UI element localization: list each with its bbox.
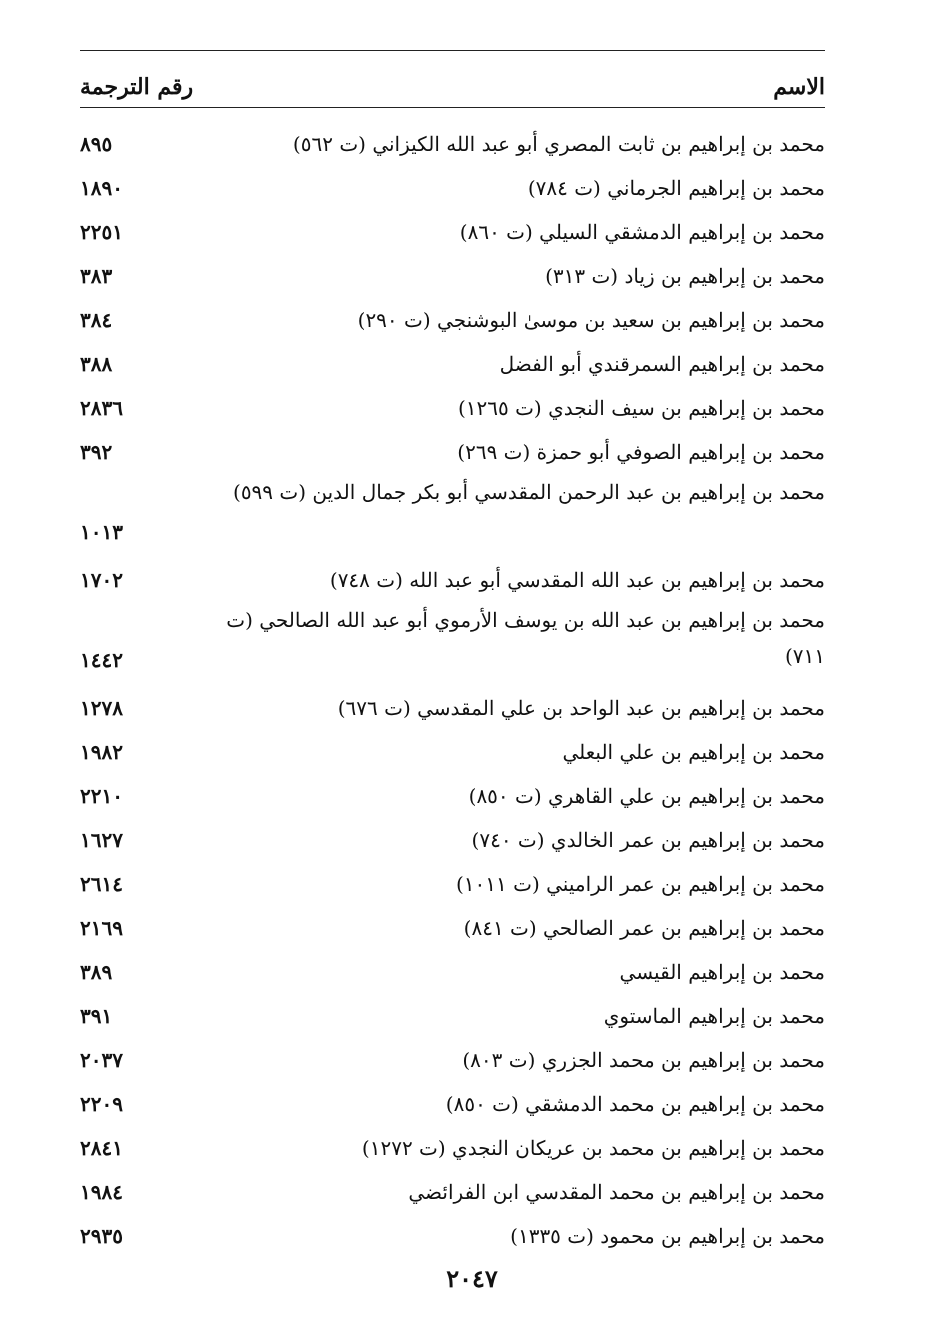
list-item: [80, 474, 825, 558]
entry-number: ٢٨٤١: [80, 1136, 123, 1160]
list-item: [80, 1214, 825, 1258]
entry-number: ١٦٢٧: [80, 828, 123, 852]
name-column-header: الاسم: [773, 74, 825, 100]
entry-number: ٣٨٩: [80, 960, 113, 984]
entry-name: محمد بن إبراهيم بن علي القاهري (ت ٨٥٠): [468, 784, 825, 808]
entries-list: [80, 122, 825, 1258]
list-item: [80, 430, 825, 474]
list-item: [80, 342, 825, 386]
number-column-header: رقم الترجمة: [80, 74, 194, 100]
entry-number: ١٧٠٢: [80, 568, 123, 592]
entry-number: ٣٩١: [80, 1004, 113, 1028]
entry-number: ٢٨٣٦: [80, 396, 123, 420]
entry-number: ٢٦١٤: [80, 872, 123, 896]
list-item: [80, 730, 825, 774]
list-item: [80, 298, 825, 342]
table-header: [80, 70, 825, 104]
entry-number: ٢٩٣٥: [80, 1224, 123, 1248]
entry-number: ١٩٨٤: [80, 1180, 123, 1204]
list-item: [80, 950, 825, 994]
entry-name: محمد بن إبراهيم بن ثابت المصري أبو عبد الله الكيزاني (ت ٥٦٢): [292, 132, 825, 156]
entry-name: محمد بن إبراهيم بن زياد (ت ٣١٣): [545, 264, 825, 288]
list-item: [80, 818, 825, 862]
entry-name: محمد بن إبراهيم بن عمر الخالدي (ت ٧٤٠): [471, 828, 825, 852]
list-item: [80, 166, 825, 210]
entry-number: ١٨٩٠: [80, 176, 123, 200]
entry-name: محمد بن إبراهيم بن محمد بن عريكان النجدي (ت ١٢٧٢): [361, 1136, 825, 1160]
list-item: [80, 1082, 825, 1126]
entry-name: محمد بن إبراهيم الماستوي: [603, 1004, 825, 1028]
entry-number: ١٢٧٨: [80, 696, 123, 720]
list-item: [80, 1038, 825, 1082]
entry-name: محمد بن إبراهيم بن سعيد بن موسىٰ البوشنجي (ت ٢٩٠): [357, 308, 825, 332]
entry-number: ٣٨٤: [80, 308, 113, 332]
entry-name: محمد بن إبراهيم بن محمود (ت ١٣٣٥): [510, 1224, 825, 1248]
list-item: [80, 1170, 825, 1214]
entry-name: محمد بن إبراهيم بن علي البعلي: [562, 740, 825, 764]
entry-number: ٢٢٥١: [80, 220, 123, 244]
entry-number: ٣٨٣: [80, 264, 113, 288]
list-item: [80, 862, 825, 906]
entry-number: ١٤٤٢: [80, 648, 123, 672]
list-item: [80, 906, 825, 950]
list-item: [80, 210, 825, 254]
top-rule: [80, 50, 825, 51]
entry-number: ٢١٦٩: [80, 916, 123, 940]
list-item: [80, 122, 825, 166]
page-number: ٢٠٤٧: [446, 1264, 498, 1293]
entry-name: محمد بن إبراهيم بن عمر الصالحي (ت ٨٤١): [463, 916, 825, 940]
entry-name: محمد بن إبراهيم بن محمد الجزري (ت ٨٠٣): [462, 1048, 825, 1072]
entry-number: ٣٨٨: [80, 352, 113, 376]
list-item: [80, 386, 825, 430]
list-item: [80, 254, 825, 298]
list-item: [80, 686, 825, 730]
entry-name: محمد بن إبراهيم بن محمد الدمشقي (ت ٨٥٠): [445, 1092, 825, 1116]
entry-name: محمد بن إبراهيم بن عبد الرحمن المقدسي أبو بكر جمال الدين (ت ٥٩٩): [233, 480, 825, 504]
entry-name: محمد بن إبراهيم السمرقندي أبو الفضل: [499, 352, 825, 376]
list-item: [80, 558, 825, 602]
entry-name: محمد بن إبراهيم القيسي: [619, 960, 825, 984]
entry-name: محمد بن إبراهيم بن عبد الله المقدسي أبو عبد الله (ت ٧٤٨): [329, 568, 825, 592]
entry-number: ١٠١٣: [80, 520, 123, 544]
entry-number: ٢٢١٠: [80, 784, 123, 808]
entry-name: محمد بن إبراهيم الصوفي أبو حمزة (ت ٢٦٩): [457, 440, 825, 464]
header-rule: [80, 107, 825, 108]
entry-name: محمد بن إبراهيم الدمشقي السيلي (ت ٨٦٠): [459, 220, 825, 244]
entry-number: ٢٠٣٧: [80, 1048, 123, 1072]
entry-name: محمد بن إبراهيم بن سيف النجدي (ت ١٢٦٥): [457, 396, 825, 420]
entry-number: ٨٩٥: [80, 132, 113, 156]
entry-name: محمد بن إبراهيم بن عبد الله بن يوسف الأرموي أبو عبد الله الصالحي (ت ٧١١): [226, 608, 825, 668]
entry-name: محمد بن إبراهيم بن عمر الراميني (ت ١٠١١): [455, 872, 825, 896]
list-item: [80, 1126, 825, 1170]
entry-number: ١٩٨٢: [80, 740, 123, 764]
entry-number: ٢٢٠٩: [80, 1092, 123, 1116]
list-item: [80, 602, 825, 686]
entry-name: محمد بن إبراهيم بن عبد الواحد بن علي المقدسي (ت ٦٧٦): [337, 696, 825, 720]
entry-name: محمد بن إبراهيم بن محمد المقدسي ابن الفرائضي: [408, 1180, 825, 1204]
entry-number: ٣٩٢: [80, 440, 113, 464]
list-item: [80, 774, 825, 818]
entry-name: محمد بن إبراهيم الجرماني (ت ٧٨٤): [527, 176, 825, 200]
list-item: [80, 994, 825, 1038]
